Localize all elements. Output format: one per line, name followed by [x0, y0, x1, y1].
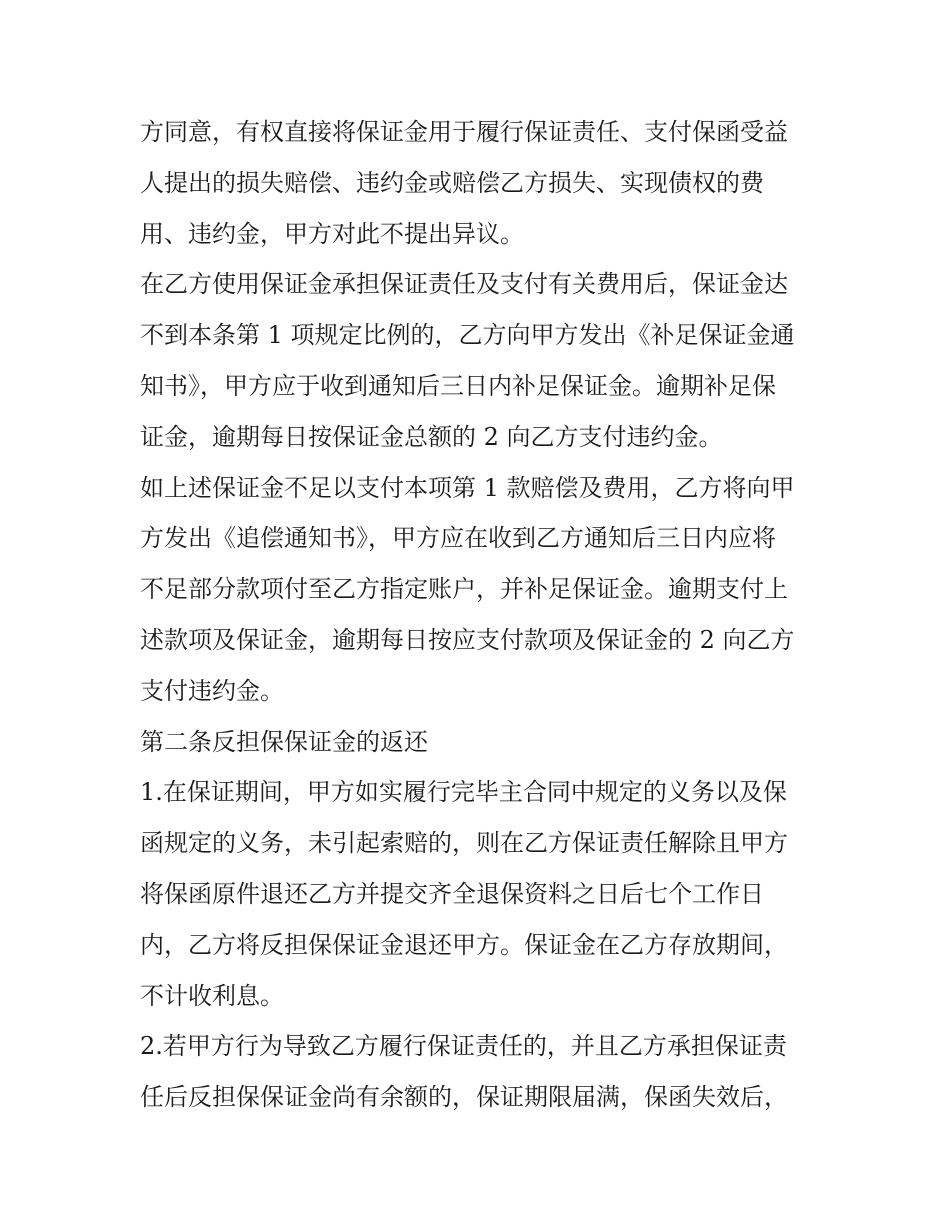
text-line: 任后反担保保证金尚有余额的，保证期限届满，保函失效后，: [140, 1083, 788, 1112]
text-line: 方同意，有权直接将保证金用于履行保证责任、支付保函受益: [140, 118, 788, 146]
text-line: 证金，逾期每日按保证金总额的 2 向乙方支付违约金。: [140, 422, 723, 451]
text-line: 不到本条第 1 项规定比例的，乙方向甲方发出《补足保证金通: [140, 321, 795, 350]
text-line: 2.若甲方行为导致乙方履行保证责任的，并且乙方承担保证责: [140, 1032, 787, 1061]
section-heading: 第二条反担保保证金的返还: [140, 727, 428, 756]
text-line: 人提出的损失赔偿、违约金或赔偿乙方损失、实现债权的费: [140, 168, 764, 197]
text-line: 1.在保证期间，甲方如实履行完毕主合同中规定的义务以及保: [140, 778, 787, 807]
text-line: 如上述保证金不足以支付本项第 1 款赔偿及费用，乙方将向甲: [140, 473, 795, 502]
text-line: 述款项及保证金，逾期每日按应支付款项及保证金的 2 向乙方: [140, 625, 795, 654]
text-line: 内，乙方将反担保保证金退还甲方。保证金在乙方存放期间，: [140, 930, 788, 959]
text-line: 知书》，甲方应于收到通知后三日内补足保证金。逾期补足保: [140, 371, 776, 400]
text-line: 不计收利息。: [140, 981, 284, 1010]
text-line: 函规定的义务，未引起索赔的，则在乙方保证责任解除且甲方: [140, 829, 788, 858]
text-line: 在乙方使用保证金承担保证责任及支付有关费用后，保证金达: [140, 270, 788, 299]
text-line: 支付违约金。: [140, 676, 284, 705]
text-line: 不足部分款项付至乙方指定账户，并补足保证金。逾期支付上: [140, 575, 788, 604]
text-line: 将保函原件退还乙方并提交齐全退保资料之日后七个工作日: [140, 879, 764, 908]
document-body: [140, 107, 820, 1123]
text-line: 方发出《追偿通知书》，甲方应在收到乙方通知后三日内应将: [140, 524, 776, 553]
text-line: 用、违约金，甲方对此不提出异议。: [140, 219, 524, 248]
